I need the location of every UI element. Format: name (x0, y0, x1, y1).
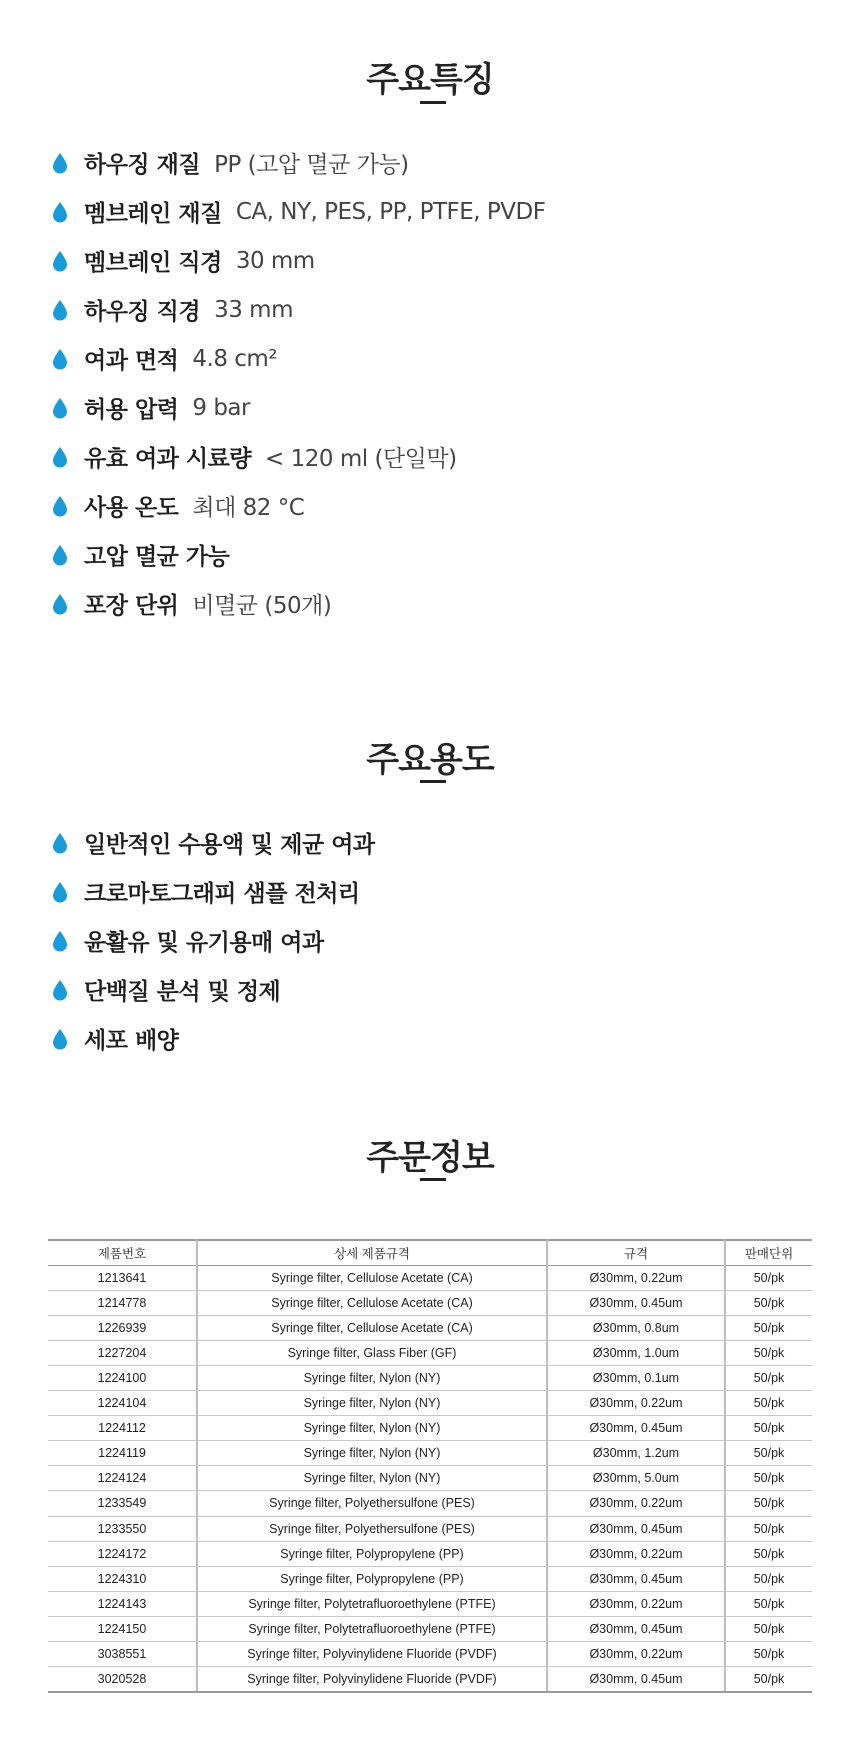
unit-cell: 50/pk (725, 1516, 812, 1541)
water-drop-icon (52, 832, 68, 854)
spec-cell: Ø30mm, 0.22um (547, 1591, 725, 1616)
water-drop-icon (52, 299, 68, 321)
table-row (48, 1541, 812, 1566)
application-label: 단백질 분석 및 정제 (84, 979, 281, 1005)
spec-cell: Ø30mm, 1.2um (547, 1441, 725, 1466)
table-row (48, 1642, 812, 1667)
unit-cell: 50/pk (725, 1491, 812, 1516)
unit-cell: 50/pk (725, 1265, 812, 1290)
water-drop-icon (52, 1028, 68, 1050)
spec-cell: Ø30mm, 0.45um (547, 1516, 725, 1541)
feature-label: 고압 멸균 가능 (84, 544, 230, 570)
feature-value: < 120 ml (단일막) (265, 446, 457, 472)
unit-cell: 50/pk (725, 1591, 812, 1616)
spec-cell: Ø30mm, 0.45um (547, 1290, 725, 1315)
unit-cell: 50/pk (725, 1365, 812, 1390)
spec-cell: Ø30mm, 1.0um (547, 1340, 725, 1365)
description-cell: Syringe filter, Polypropylene (PP) (197, 1566, 547, 1591)
feature-label: 허용 압력 (84, 397, 179, 423)
unit-cell: 50/pk (725, 1541, 812, 1566)
spec-cell: Ø30mm, 0.45um (547, 1667, 725, 1692)
application-label: 일반적인 수용액 및 제균 여과 (84, 832, 375, 858)
table-row (48, 1365, 812, 1390)
spec-cell: Ø30mm, 0.8um (547, 1315, 725, 1340)
applications-item (52, 867, 389, 916)
feature-value: 33 mm (214, 296, 293, 323)
spec-cell: Ø30mm, 0.22um (547, 1391, 725, 1416)
product-no-cell: 1227204 (48, 1340, 197, 1365)
water-drop-icon (52, 201, 68, 223)
description-cell: Syringe filter, Nylon (NY) (197, 1441, 547, 1466)
feature-value: 최대 82 °C (192, 495, 305, 521)
header-spec: 규격 (547, 1240, 725, 1265)
unit-cell: 50/pk (725, 1416, 812, 1441)
table-row (48, 1391, 812, 1416)
description-cell: Syringe filter, Nylon (NY) (197, 1391, 547, 1416)
water-drop-icon (52, 593, 68, 615)
unit-cell: 50/pk (725, 1616, 812, 1641)
table-row (48, 1566, 812, 1591)
order-table-body (48, 1265, 812, 1692)
table-row (48, 1466, 812, 1491)
product-no-cell: 1224112 (48, 1416, 197, 1441)
product-no-cell: 3020528 (48, 1667, 197, 1692)
unit-cell: 50/pk (725, 1466, 812, 1491)
applications-item (52, 965, 389, 1014)
description-cell: Syringe filter, Polyvinylidene Fluoride (PVDF) (197, 1642, 547, 1667)
description-cell: Syringe filter, Polytetrafluoroethylene (PTFE) (197, 1591, 547, 1616)
description-cell: Syringe filter, Glass Fiber (GF) (197, 1340, 547, 1365)
product-no-cell: 1224104 (48, 1391, 197, 1416)
features-item (52, 530, 545, 579)
product-no-cell: 1226939 (48, 1315, 197, 1340)
description-cell: Syringe filter, Polyvinylidene Fluoride (PVDF) (197, 1667, 547, 1692)
spec-cell: Ø30mm, 5.0um (547, 1466, 725, 1491)
feature-label: 하우징 재질 (84, 152, 201, 178)
features-list (52, 138, 545, 628)
description-cell: Syringe filter, Polyethersulfone (PES) (197, 1491, 547, 1516)
features-title-underline (420, 101, 446, 104)
table-row (48, 1616, 812, 1641)
unit-cell: 50/pk (725, 1391, 812, 1416)
applications-item (52, 1014, 389, 1063)
unit-cell: 50/pk (725, 1315, 812, 1340)
spec-cell: Ø30mm, 0.1um (547, 1365, 725, 1390)
table-row (48, 1667, 812, 1692)
product-no-cell: 1224100 (48, 1365, 197, 1390)
feature-label: 하우징 직경 (84, 299, 201, 325)
feature-value: 9 bar (192, 394, 250, 421)
header-unit: 판매단위 (725, 1240, 812, 1265)
application-label: 윤활유 및 유기용매 여과 (84, 930, 324, 956)
table-row (48, 1340, 812, 1365)
unit-cell: 50/pk (725, 1441, 812, 1466)
product-no-cell: 1213641 (48, 1265, 197, 1290)
description-cell: Syringe filter, Nylon (NY) (197, 1466, 547, 1491)
features-item (52, 334, 545, 383)
product-no-cell: 1224119 (48, 1441, 197, 1466)
table-row (48, 1491, 812, 1516)
order-title-underline (420, 1178, 446, 1181)
spec-cell: Ø30mm, 0.22um (547, 1491, 725, 1516)
feature-value: 4.8 cm² (192, 345, 278, 372)
feature-label: 유효 여과 시료량 (84, 446, 252, 472)
spec-cell: Ø30mm, 0.22um (547, 1541, 725, 1566)
feature-label: 멤브레인 재질 (84, 201, 222, 227)
unit-cell: 50/pk (725, 1290, 812, 1315)
water-drop-icon (52, 446, 68, 468)
features-title: 주요특징 (366, 60, 494, 100)
product-no-cell: 1224172 (48, 1541, 197, 1566)
spec-cell: Ø30mm, 0.22um (547, 1265, 725, 1290)
features-item (52, 481, 545, 530)
application-label: 크로마토그래피 샘플 전처리 (84, 881, 360, 907)
features-item (52, 187, 545, 236)
applications-list (52, 818, 389, 1063)
feature-label: 포장 단위 (84, 593, 179, 619)
water-drop-icon (52, 348, 68, 370)
product-no-cell: 1224310 (48, 1566, 197, 1591)
description-cell: Syringe filter, Cellulose Acetate (CA) (197, 1290, 547, 1315)
features-item (52, 579, 545, 628)
header-product-no: 제품번호 (48, 1240, 197, 1265)
water-drop-icon (52, 930, 68, 952)
unit-cell: 50/pk (725, 1667, 812, 1692)
feature-value: PP (고압 멸균 가능) (214, 152, 409, 178)
description-cell: Syringe filter, Cellulose Acetate (CA) (197, 1265, 547, 1290)
description-cell: Syringe filter, Polypropylene (PP) (197, 1541, 547, 1566)
unit-cell: 50/pk (725, 1340, 812, 1365)
order-title: 주문정보 (366, 1138, 494, 1178)
product-no-cell: 1233550 (48, 1516, 197, 1541)
applications-item (52, 818, 389, 867)
water-drop-icon (52, 979, 68, 1001)
features-item (52, 285, 545, 334)
feature-label: 멤브레인 직경 (84, 250, 222, 276)
features-item (52, 236, 545, 285)
water-drop-icon (52, 495, 68, 517)
product-no-cell: 1214778 (48, 1290, 197, 1315)
spec-cell: Ø30mm, 0.45um (547, 1416, 725, 1441)
table-row (48, 1416, 812, 1441)
order-table-header-row (48, 1240, 812, 1265)
table-row (48, 1315, 812, 1340)
table-row (48, 1441, 812, 1466)
product-no-cell: 1224150 (48, 1616, 197, 1641)
features-item (52, 432, 545, 481)
applications-title-underline (420, 780, 446, 783)
product-no-cell: 1233549 (48, 1491, 197, 1516)
description-cell: Syringe filter, Nylon (NY) (197, 1416, 547, 1441)
application-label: 세포 배양 (84, 1028, 179, 1054)
table-row (48, 1516, 812, 1541)
spec-cell: Ø30mm, 0.22um (547, 1642, 725, 1667)
description-cell: Syringe filter, Nylon (NY) (197, 1365, 547, 1390)
product-no-cell: 1224124 (48, 1466, 197, 1491)
water-drop-icon (52, 152, 68, 174)
applications-title: 주요용도 (366, 740, 494, 780)
water-drop-icon (52, 881, 68, 903)
applications-item (52, 916, 389, 965)
feature-value: 30 mm (235, 247, 315, 274)
feature-value: 비멸균 (50개) (192, 593, 332, 619)
water-drop-icon (52, 544, 68, 566)
product-no-cell: 3038551 (48, 1642, 197, 1667)
table-row (48, 1290, 812, 1315)
spec-cell: Ø30mm, 0.45um (547, 1616, 725, 1641)
unit-cell: 50/pk (725, 1642, 812, 1667)
water-drop-icon (52, 397, 68, 419)
features-item (52, 383, 545, 432)
feature-value: CA, NY, PES, PP, PTFE, PVDF (235, 198, 546, 225)
description-cell: Syringe filter, Polyethersulfone (PES) (197, 1516, 547, 1541)
description-cell: Syringe filter, Cellulose Acetate (CA) (197, 1315, 547, 1340)
spec-cell: Ø30mm, 0.45um (547, 1566, 725, 1591)
table-row (48, 1265, 812, 1290)
features-item (52, 138, 545, 187)
description-cell: Syringe filter, Polytetrafluoroethylene (PTFE) (197, 1616, 547, 1641)
water-drop-icon (52, 250, 68, 272)
table-row (48, 1591, 812, 1616)
order-table (48, 1239, 812, 1693)
unit-cell: 50/pk (725, 1566, 812, 1591)
product-no-cell: 1224143 (48, 1591, 197, 1616)
feature-label: 여과 면적 (84, 348, 179, 374)
header-description: 상세 제품규격 (197, 1240, 547, 1265)
feature-label: 사용 온도 (84, 495, 179, 521)
